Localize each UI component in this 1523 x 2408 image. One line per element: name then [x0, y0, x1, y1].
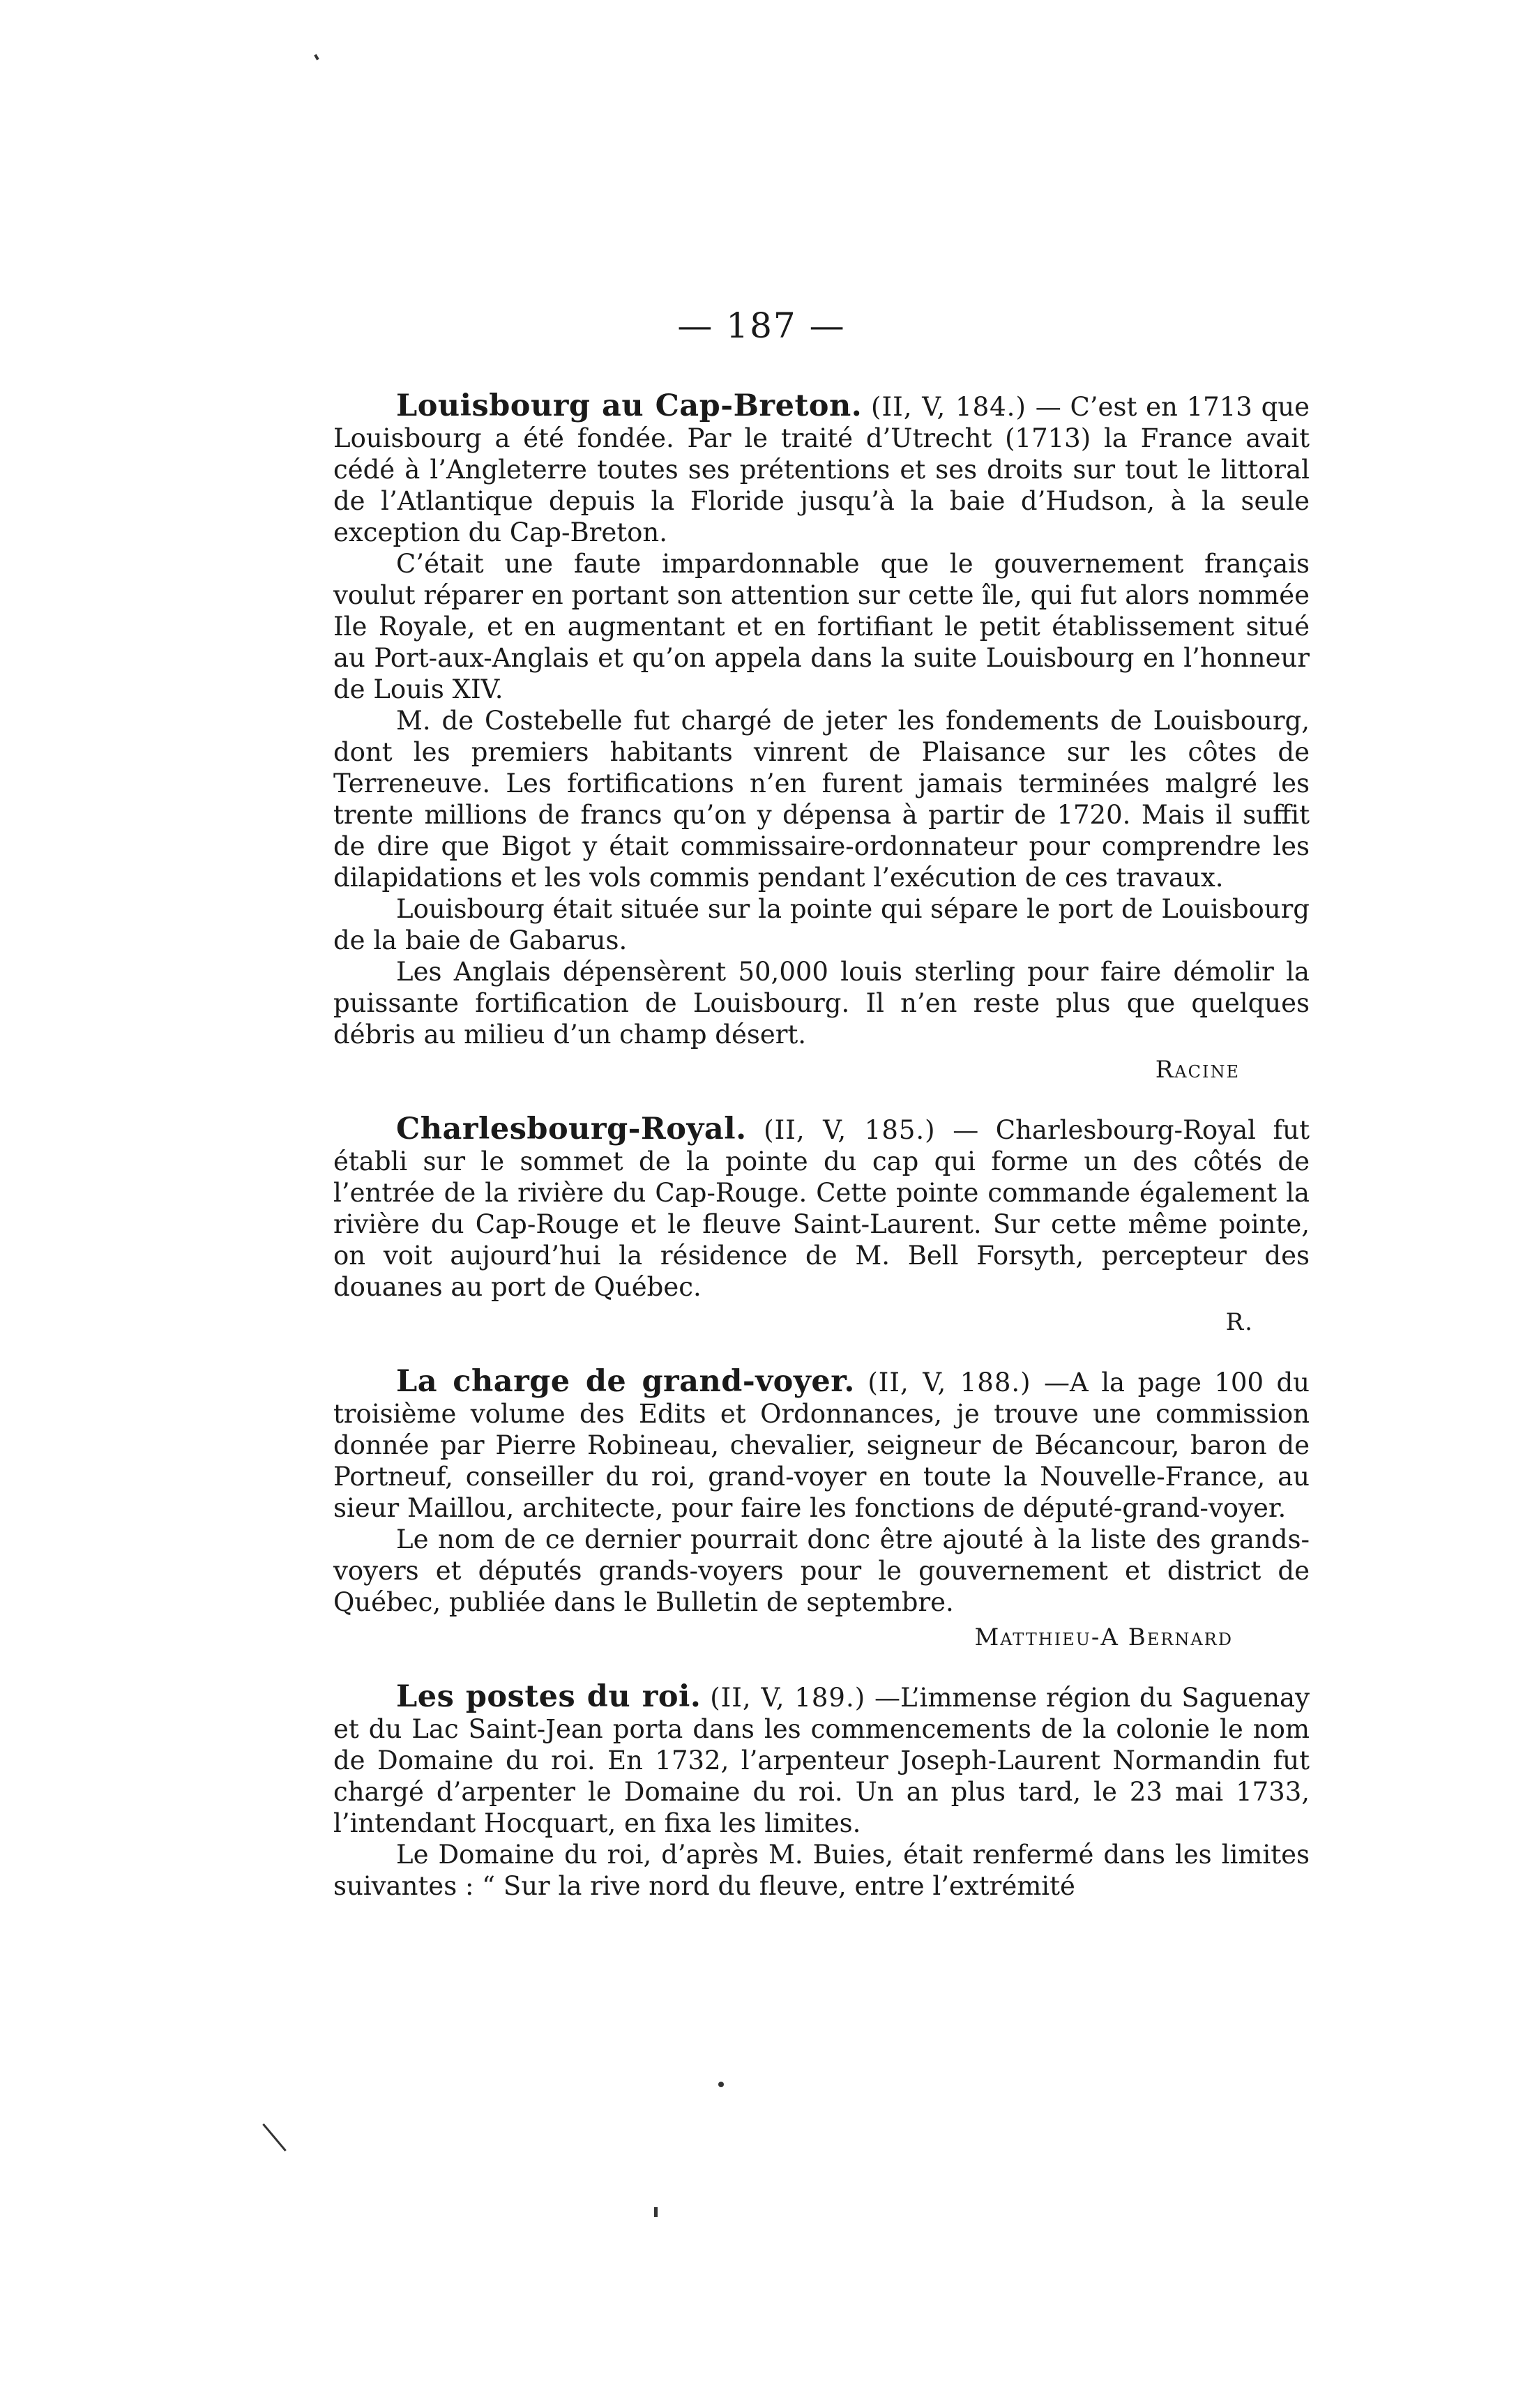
- entry-signature: Matthieu-A Bernard: [974, 1623, 1233, 1651]
- entry-reference: (II, V, 184.): [871, 392, 1026, 422]
- entry-text: —L’immense région du Saguenay et du Lac Saint-Jean porta dans les commencements de la colonie le nom de Domaine du roi. En 1732, l’arpenteur Joseph-Laurent Normandin fut chargé d’arpenter le Domaine du roi. Un an plus tard, le 23 mai 1733, l’intendant Hocquart, en fixa les limites.: [333, 1683, 1310, 1838]
- entry-grand-voyer: [333, 1366, 1310, 1653]
- entry-reference: (II, V, 188.): [867, 1368, 1031, 1398]
- entry-text: —A la page 100 du troisième volume des Edits et Ordonnances, je trouve une commission donnée par Pierre Robineau, chevalier, seigneur de Bécancour, baron de Portneuf, conseiller du roi, grand-voyer en toute la Nouvelle-France, au sieur Maillou, architecte, pour faire les fonctions de député-grand-voyer.: [333, 1368, 1310, 1523]
- entry-title: Louisbourg au Cap-Breton.: [396, 388, 863, 423]
- entry-reference: (II, V, 185.): [764, 1115, 936, 1145]
- entry-paragraph: [333, 1114, 1310, 1303]
- entry-charlesbourg: [333, 1114, 1310, 1338]
- entry-postes-du-roi: [333, 1681, 1310, 1902]
- entry-louisbourg: [333, 388, 1310, 1086]
- entry-text: — Charlesbourg-Royal fut établi sur le sommet de la pointe du cap qui forme un des côtés de l’entrée de la rivière du Cap-Rouge. Cette pointe commande également la rivière du Cap-Rouge et le fleuve Saint-Laurent. Sur cette même pointe, on voit aujourd’hui la résidence de M. Bell Forsyth, percepteur des douanes au port de Québec.: [333, 1115, 1310, 1302]
- entry-title: La charge de grand-voyer.: [396, 1364, 855, 1399]
- ink-speck: [262, 2123, 286, 2151]
- entry-text: — C’est en 1713 que Louisbourg a été fondée. Par le traité d’Utrecht (1713) la France avait cédé à l’Angleterre toutes ses prétentions et ses droits sur tout le littoral de l’Atlantique depuis la Floride jusqu’à la baie d’Hudson, à la seule exception du Cap-Breton.: [333, 392, 1310, 547]
- ink-speck: [654, 2207, 658, 2217]
- article-text: [333, 388, 1310, 1930]
- entry-title: Charlesbourg-Royal.: [396, 1112, 747, 1146]
- entry-signature: R.: [1225, 1308, 1254, 1336]
- entry-paragraph: Louisbourg était située sur la pointe qui sépare le port de Louisbourg de la baie de Gabarus.: [333, 894, 1310, 955]
- entry-paragraph: Le nom de ce dernier pourrait donc être ajouté à la liste des grands-voyers et députés grands-voyers pour le gouvernement et district de Québec, publiée dans le Bulletin de septembre.: [333, 1524, 1310, 1617]
- entry-paragraph: C’était une faute impardonnable que le gouvernement français voulut réparer en portant son attention sur cette île, qui fut alors nommée Ile Royale, et en augmentant et en fortifiant le petit établissement situé au Port-aux-Anglais et qu’on appela dans la suite Louisbourg en l’honneur de Louis XIV.: [333, 549, 1310, 704]
- page-number: — 187 —: [677, 305, 846, 346]
- entry-paragraph: [333, 1681, 1310, 1839]
- entry-paragraph: M. de Costebelle fut chargé de jeter les fondements de Louisbourg, dont les premiers habitants vinrent de Plaisance sur les côtes de Terreneuve. Les fortifications n’en furent jamais terminées malgré les trente millions de francs qu’on y dépensa à partir de 1720. Mais il suffit de dire que Bigot y était commissaire-ordonnateur pour comprendre les dilapidations et les vols commis pendant l’exécution de ces travaux.: [333, 706, 1310, 893]
- entry-paragraph: [333, 388, 1310, 548]
- entry-signature: Racine: [1155, 1056, 1240, 1084]
- entry-reference: (II, V, 189.): [710, 1683, 866, 1713]
- ink-speck: [718, 2082, 724, 2087]
- ink-speck: [314, 54, 319, 61]
- entry-title: Les postes du roi.: [396, 1679, 702, 1714]
- entry-paragraph: Le Domaine du roi, d’après M. Buies, était renfermé dans les limites suivantes : “ Sur la rive nord du fleuve, entre l’extrémité: [333, 1840, 1310, 1901]
- entry-paragraph: Les Anglais dépensèrent 50,000 louis sterling pour faire démolir la puissante fortification de Louisbourg. Il n’en reste plus que quelques débris au milieu d’un champ désert.: [333, 957, 1310, 1050]
- entry-paragraph: [333, 1366, 1310, 1524]
